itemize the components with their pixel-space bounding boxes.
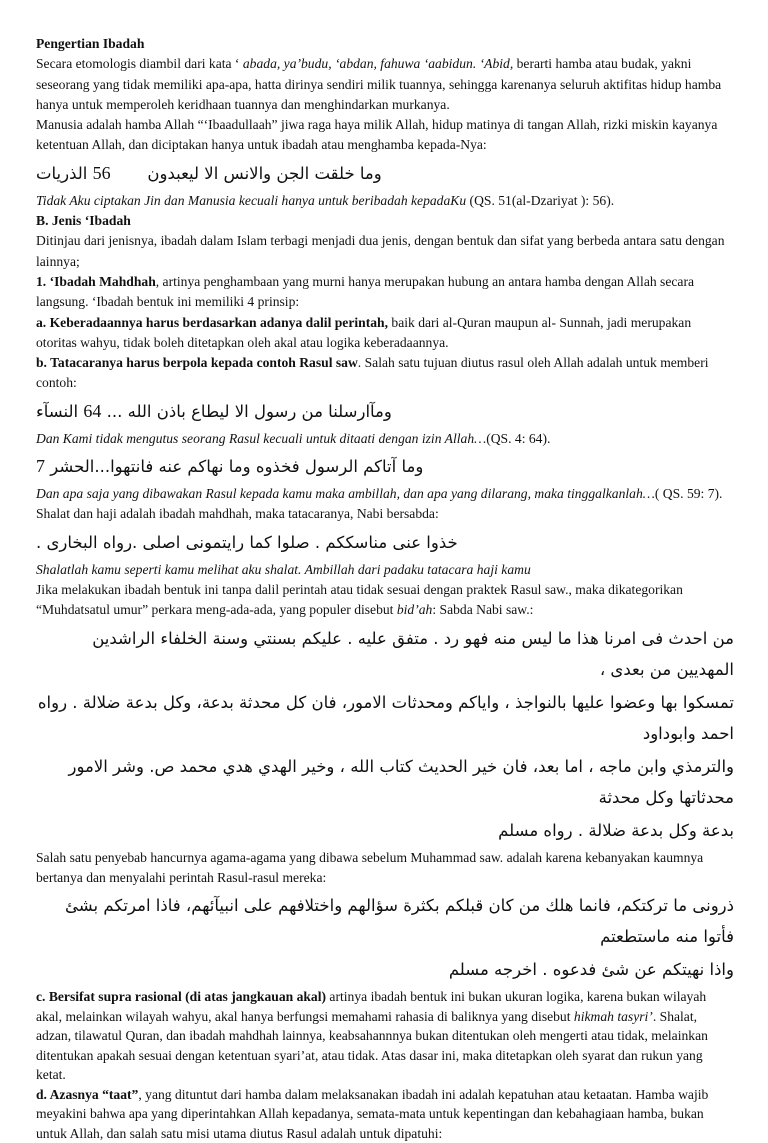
arabic-hadith-line: تمسكوا بها وعضوا عليها بالنواجذ ، واياكم ومحدثات الامور، فان كل محدثة بدعة، وكل بدعة ضلالة . رواه احمد وابوداود <box>37 692 734 743</box>
arabic-verse-nisa: النسآء 64 ... ومآارسلنا من رسول الا ليطاع باذن الله <box>36 400 392 421</box>
arabic-hadith-line: والترمذي وابن ماجه ، اما بعد، فان خير الحديث كتاب الله ، وخير الهدي هدي محمد ص. وشر الامور محدثاتها وكل محدثة <box>68 756 734 807</box>
arabic-hadith-shalat: خذوا عنى مناسككم . صلوا كما رايتمونى اصلى .رواه البخارى . <box>36 532 458 552</box>
paragraph-bidah: Jika melakukan ibadah bentuk ini tanpa dalil perintah atau tidak sesuai dengan praktek Rasul saw., maka dikategorikan “Muhdatsatul umur” perkara meng-ada-ada, yang populer disebut bid’ah: Sabda Nabi saw.: <box>36 581 683 618</box>
arabic-hadith-line: من احدث فى امرنا هذا ما ليس منه فهو رد . متفق عليه . عليكم بسنتي وسنة الخلفاء الراشدين المهديين من بعدى ، <box>92 628 734 679</box>
arabic-verse-hasyr: 7 وما آتاكم الرسول فخذوه وما نهاكم عنه فانتهوا...الحشر <box>36 456 424 477</box>
paragraph-ibadah-mahdhah: 1. ‘Ibadah Mahdhah, artinya penghambaan yang murni hanya merupakan hubung an antara hamba dengan Allah secara langsung. ‘Ibadah bentuk ini memiliki 4 prinsip: <box>36 273 695 310</box>
document-body <box>36 34 734 1143</box>
translation-hadith-shalat: Shalatlah kamu seperti kamu melihat aku shalat. Ambillah dari padaku tatacara haji kamu <box>36 561 531 577</box>
principle-c: c. Bersifat supra rasional (di atas jangkauan akal) artinya ibadah bentuk ini bukan ukuran logika, karena bukan wilayah akal, melainkan wilayah wahyu, akal hanya berfungsi memahami rahasia di baliknya yang disebut hikmah tasyri’. Shalat, adzan, tilawatul Quran, dan ibadah mahdhah lainnya, keabsahannnya bukan ditentukan oleh mengerti atau tidak, melainkan ditentukan apakah sesuai dengan ketentuan syari’at, atau tidak. Atas dasar ini, maka ditetapkan oleh syarat dan rukun yang ketat. <box>36 989 708 1083</box>
paragraph-penyebab: Salah satu penyebab hancurnya agama-agama yang dibawa sebelum Muhammad saw. adalah karena kebanyakan kaumnya bertanya dan menyalahi perintah Rasul-rasul mereka: <box>36 849 704 885</box>
heading-pengertian-ibadah: Pengertian Ibadah <box>36 36 145 51</box>
heading-jenis-ibadah: B. Jenis ‘Ibadah <box>36 213 131 229</box>
paragraph-shalat-haji: Shalat dan haji adalah ibadah mahdhah, maka tatacaranya, Nabi bersabda: <box>36 506 439 522</box>
arabic-hadith-bidah <box>36 623 734 846</box>
paragraph-etymology: Secara etomologis diambil dari kata ‘ abada, ya’budu, ‘abdan, fahuwa ‘aabidun. ‘Abid, berarti hamba atau budak, yakni seseorang yang tidak memiliki apa-apa, hatta dirinya sendiri milik tuannya, sehingga karenanya seluruh aktifitas hidup hamba hanya untuk memperoleh keridhaan tuannya dan menghindarkan murkanya. <box>36 56 722 112</box>
arabic-verse-dzariyat: الذريات 56 وما خلقت الجن والانس الا ليعبدون <box>36 162 382 183</box>
arabic-hadith-line: ذرونى ما تركتكم، فانما هلك من كان قبلكم بكثرة سؤالهم واختلافهم على انبيآئهم، فاذا امرتكم بشئ فأتوا منه ماستطعتم <box>65 896 734 947</box>
paragraph-jenis: Ditinjau dari jenisnya, ibadah dalam Islam terbagi menjadi dua jenis, dengan bentuk dan sifat yang berbeda antara satu dengan lainnya; <box>36 233 725 269</box>
translation-dzariyat: Tidak Aku ciptakan Jin dan Manusia kecuali hanya untuk beribadah kepadaKu (QS. 51(al-Dzariyat ): 56). <box>36 192 615 208</box>
principle-b: b. Tatacaranya harus berpola kepada contoh Rasul saw. Salah satu tujuan diutus rasul oleh Allah adalah untuk memberi contoh: <box>36 355 709 391</box>
arabic-hadith-pertanyaan <box>36 890 734 985</box>
arabic-hadith-line: واذا نهيتكم عن شئ فدعوه . اخرجه مسلم <box>448 960 734 980</box>
principle-d: d. Azasnya “taat”, yang dituntut dari hamba dalam melaksanakan ibadah ini adalah kepatuhan atau ketaatan. Hamba wajib meyakini bahwa apa yang diperintahkan Allah kepadanya, semata-mata untuk kepentingan dan kebahagiaan hamba, bukan untuk Allah, dan salah satu misi utama diutus Rasul adalah untuk dipatuhi: <box>36 1086 709 1141</box>
translation-nisa: Dan Kami tidak mengutus seorang Rasul kecuali untuk ditaati dengan izin Allah…(QS. 4: 64). <box>36 430 551 446</box>
principle-a: a. Keberadaannya harus berdasarkan adanya dalil perintah, baik dari al-Quran maupun al- Sunnah, jadi merupakan otoritas wahyu, tidak boleh ditetapkan oleh akal atau logika keberadaannya. <box>36 314 692 350</box>
translation-hasyr: Dan apa saja yang dibawakan Rasul kepada kamu maka ambillah, dan apa yang dilarang, maka tinggalkanlah…( QS. 59: 7). <box>36 486 723 502</box>
paragraph-hamba-allah: Manusia adalah hamba Allah “‘Ibaadullaah” jiwa raga haya milik Allah, hidup matinya di tangan Allah, rizki miskin kayanya ketentuan Allah, dan diciptakan hanya untuk ibadah atau menghamba kepada-Nya: <box>36 117 718 153</box>
arabic-hadith-line: بدعة وكل بدعة ضلالة . رواه مسلم <box>498 820 734 840</box>
